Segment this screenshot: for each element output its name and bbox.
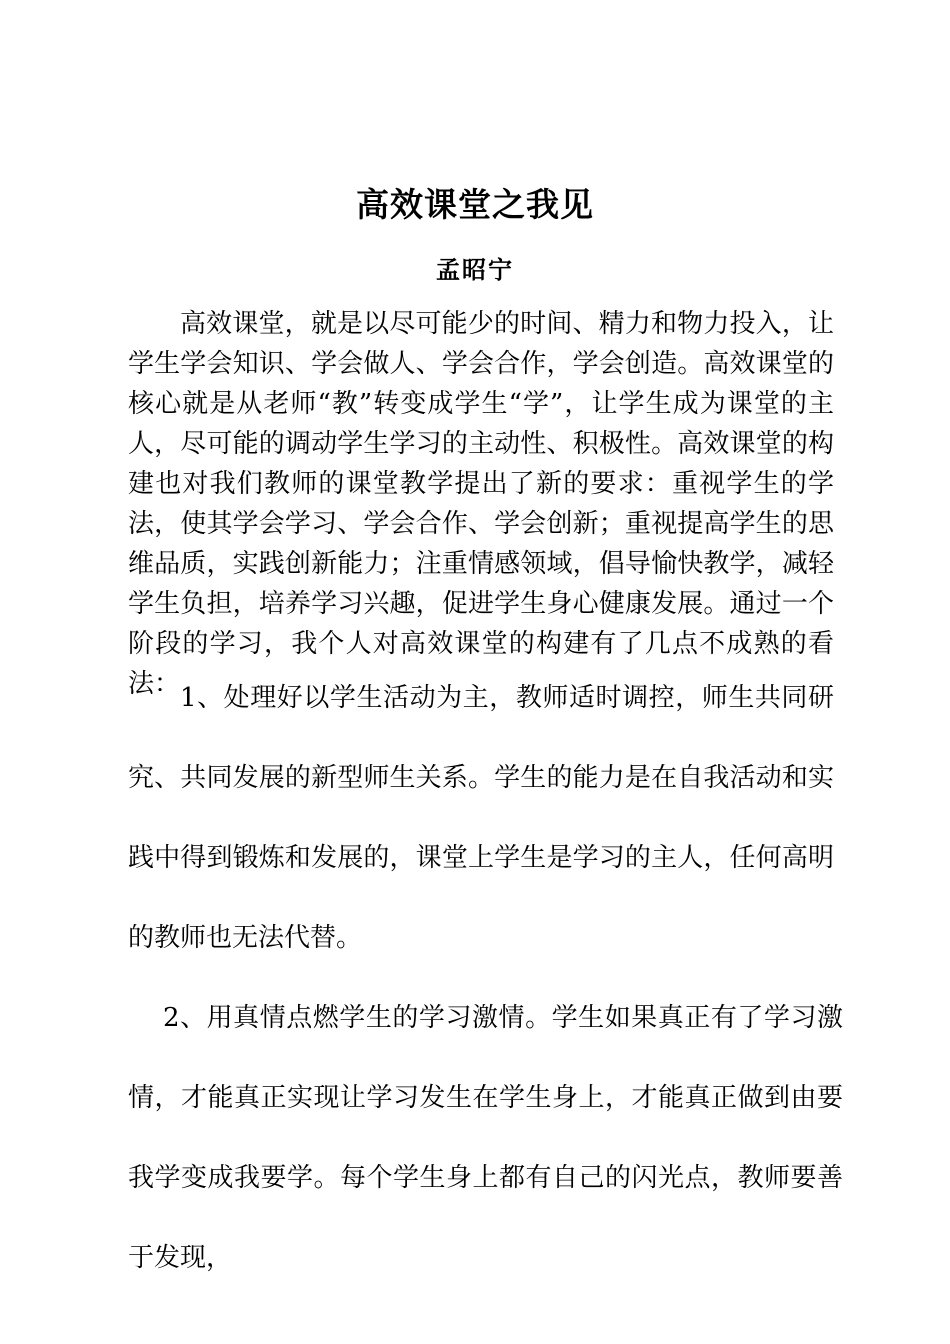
document-author: 孟昭宁 bbox=[436, 255, 514, 284]
paragraph-point-2: 2、用真情点燃学生的学习激情。学生如果真正有了学习激情，才能真正实现让学习发生在学生身上，才能真正做到由要我学变成我要学。每个学生身上都有自己的闪光点，教师要善于发现， bbox=[128, 1003, 843, 1273]
paragraph-point-1: 1、处理好以学生活动为主，教师适时调控，师生共同研究、共同发展的新型师生关系。学生的能力是在自我活动和实践中得到锻炼和发展的，课堂上学生是学习的主人，任何高明的教师也无法代替。 bbox=[128, 683, 834, 953]
paragraph-intro: 高效课堂，就是以尽可能少的时间、精力和物力投入，让学生学会知识、学会做人、学会合作，学会创造。高效课堂的核心就是从老师“教”转变成学生“学”，让学生成为课堂的主人，尽可能的调动学生学习的主动性、积极性。高效课堂的构建也对我们教师的课堂教学提出了新的要求：重视学生的学法，使其学会学习、学会合作、学会创新；重视提高学生的思维品质，实践创新能力；注重情感领域，倡导愉快教学，减轻学生负担，培养学习兴趣，促进学生身心健康发展。通过一个阶段的学习，我个人对高效课堂的构建有了几点不成熟的看法： bbox=[128, 309, 834, 699]
document-title: 高效课堂之我见 bbox=[356, 185, 594, 224]
